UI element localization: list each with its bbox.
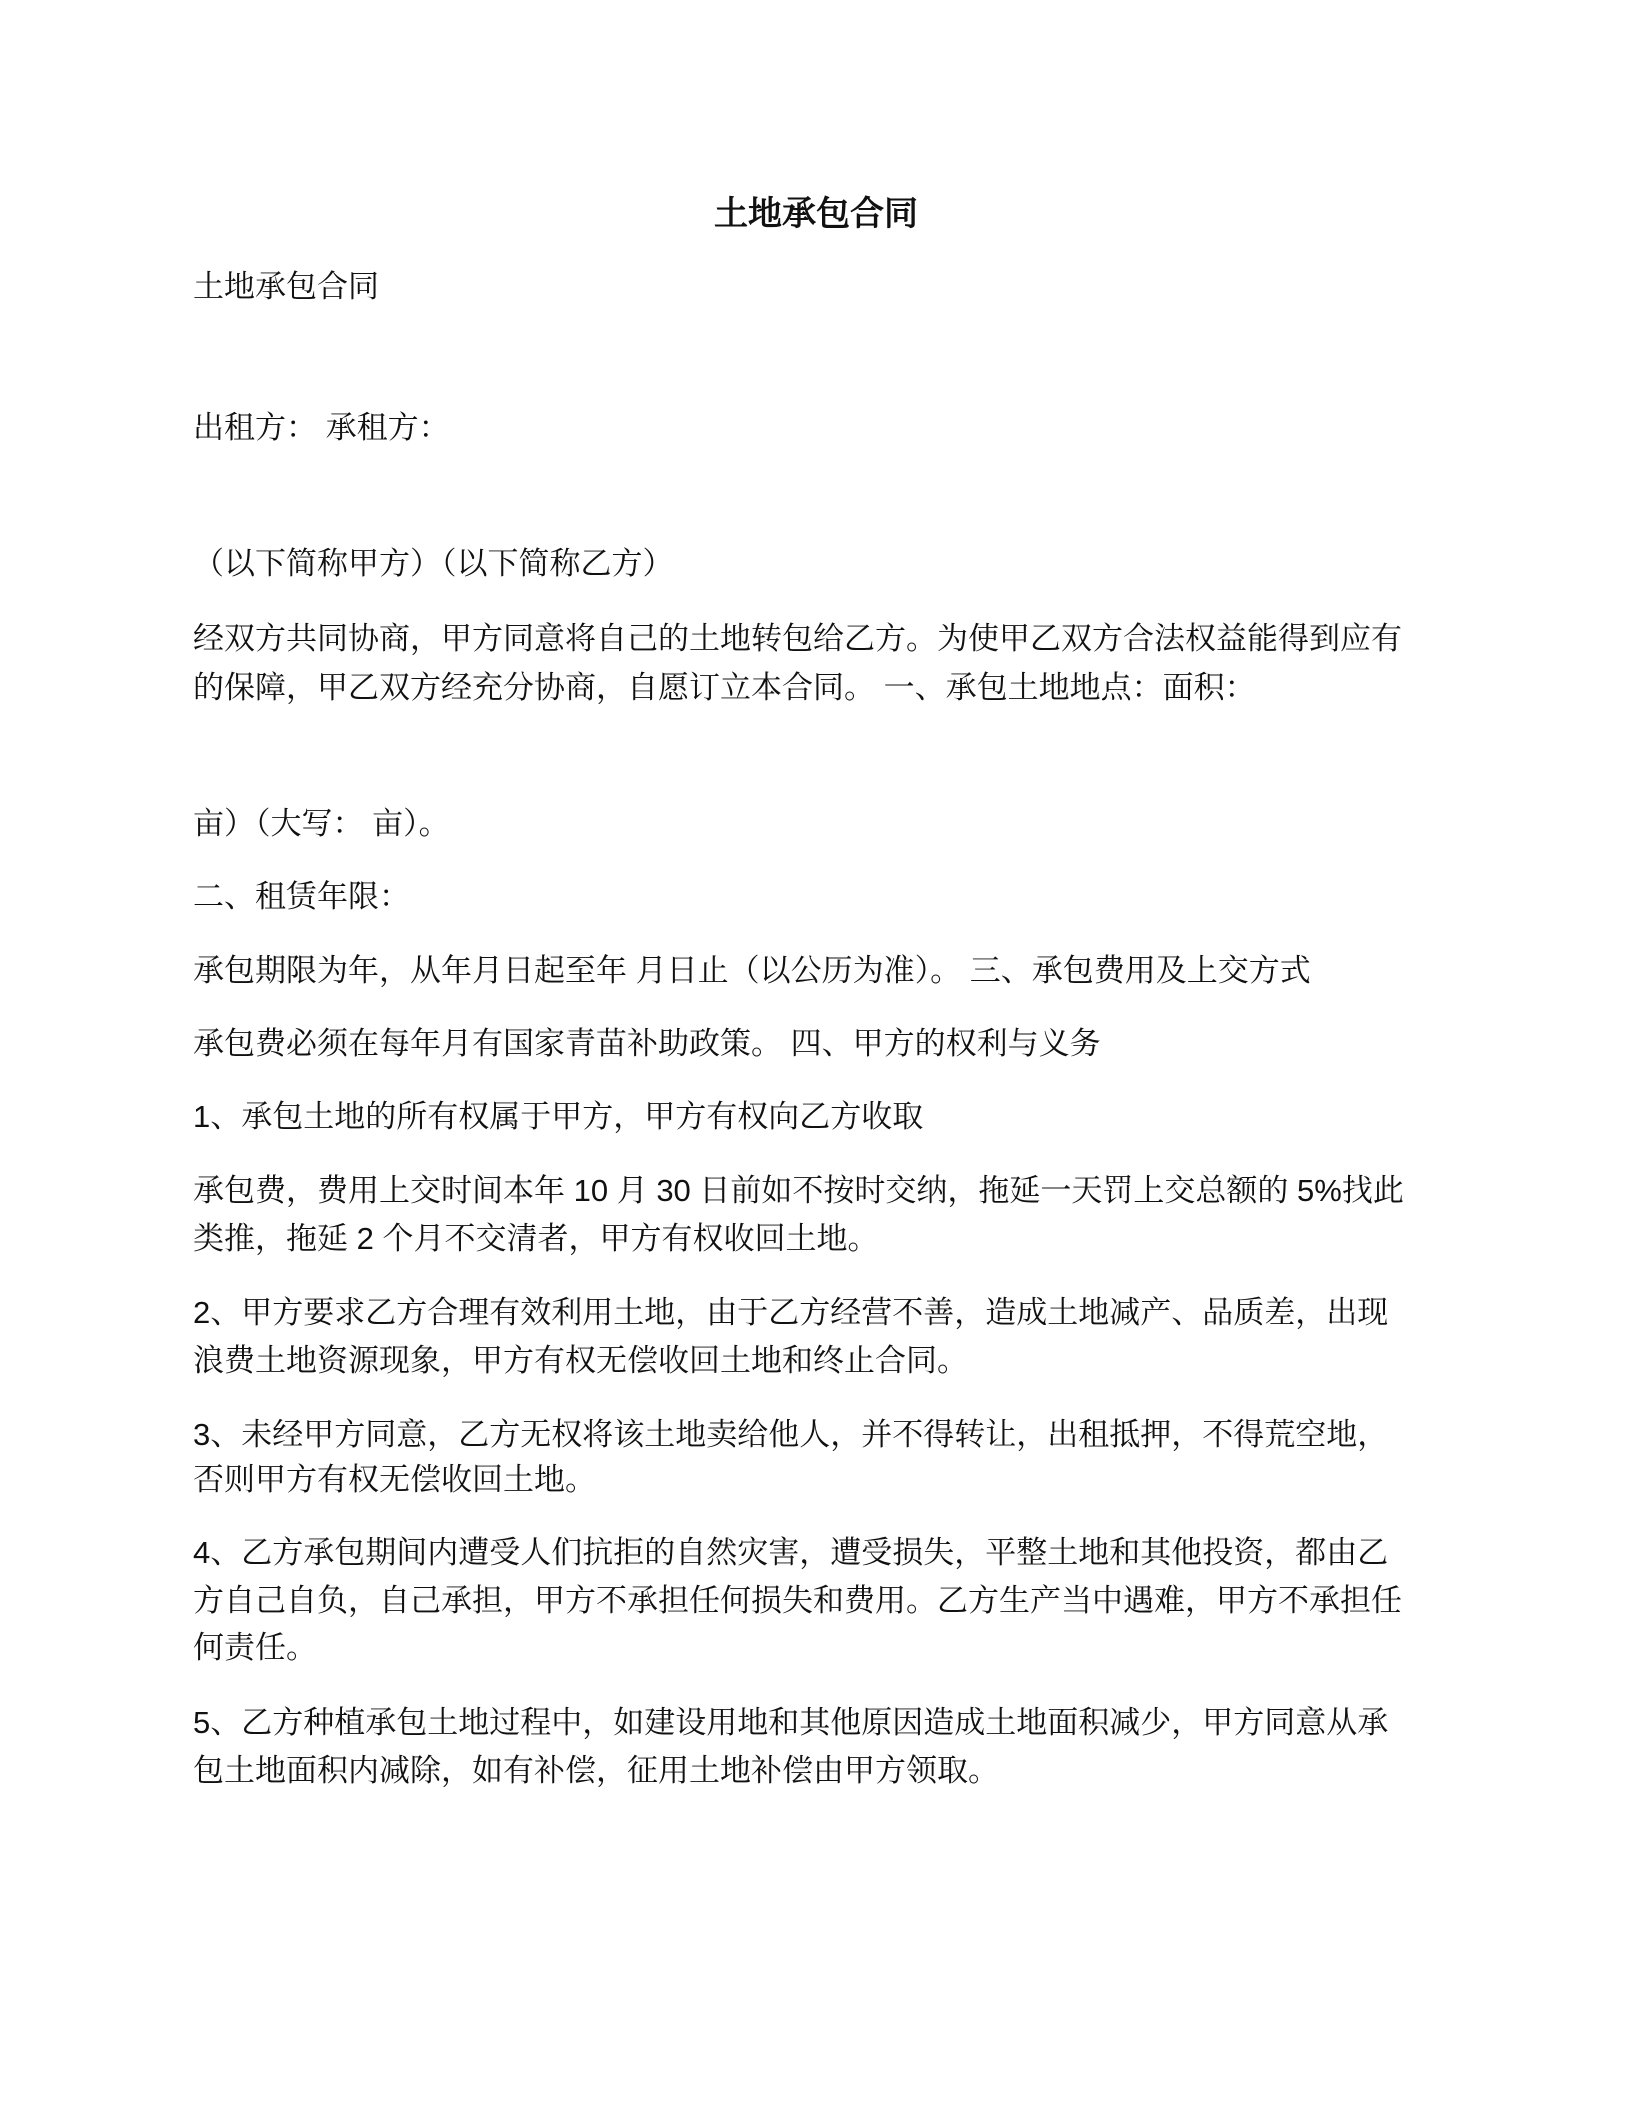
clause-1-line-2: 承包费，费用上交时间本年 10 月 30 日前如不按时交纳，拖延一天罚上交总额的 5%找此 <box>193 1173 1404 1208</box>
document-title: 土地承包合同 <box>714 195 918 233</box>
clause-4-line-3: 何责任。 <box>193 1630 317 1665</box>
subtitle: 土地承包合同 <box>193 269 379 304</box>
clause-2-line-1: 2、甲方要求乙方合理有效利用土地，由于乙方经营不善，造成土地减产、品质差，出现 <box>193 1295 1389 1330</box>
clause-3-line-2: 否则甲方有权无偿收回土地。 <box>193 1462 596 1497</box>
clause-2-line-2: 浪费土地资源现象，甲方有权无偿收回土地和终止合同。 <box>193 1343 968 1378</box>
area-line: 亩）（大写： 亩）。 <box>193 806 450 841</box>
clause-1-line-1: 1、承包土地的所有权属于甲方，甲方有权向乙方收取 <box>193 1099 924 1134</box>
clause-1-line-3: 类推，拖延 2 个月不交清者，甲方有权收回土地。 <box>193 1221 879 1256</box>
clause-4-line-2: 方自己自负，自己承担，甲方不承担任何损失和费用。乙方生产当中遇难，甲方不承担任 <box>193 1583 1402 1618</box>
fee-line: 承包费必须在每年月有国家青苗补助政策。 四、甲方的权利与义务 <box>193 1026 1101 1061</box>
clause-3-line-1: 3、未经甲方同意，乙方无权将该土地卖给他人，并不得转让，出租抵押，不得荒空地， <box>193 1417 1389 1452</box>
section-2-heading: 二、租赁年限： <box>193 879 410 914</box>
parties-line: 出租方： 承租方： <box>193 410 450 445</box>
clause-5-line-2: 包土地面积内减除，如有补偿，征用土地补偿由甲方领取。 <box>193 1753 999 1788</box>
parties-abbrev-line: （以下简称甲方）（以下简称乙方） <box>193 546 674 581</box>
clause-5-line-1: 5、乙方种植承包土地过程中，如建设用地和其他原因造成土地面积减少，甲方同意从承 <box>193 1705 1389 1740</box>
preamble-line-1: 经双方共同协商，甲方同意将自己的土地转包给乙方。为使甲乙双方合法权益能得到应有 <box>193 621 1402 656</box>
term-line: 承包期限为年，从年月日起至年 月日止（以公历为准）。 三、承包费用及上交方式 <box>193 953 1311 988</box>
preamble-line-2: 的保障，甲乙双方经充分协商，自愿订立本合同。 一、承包土地地点：面积： <box>193 670 1256 705</box>
clause-4-line-1: 4、乙方承包期间内遭受人们抗拒的自然灾害，遭受损失，平整土地和其他投资，都由乙 <box>193 1535 1389 1570</box>
